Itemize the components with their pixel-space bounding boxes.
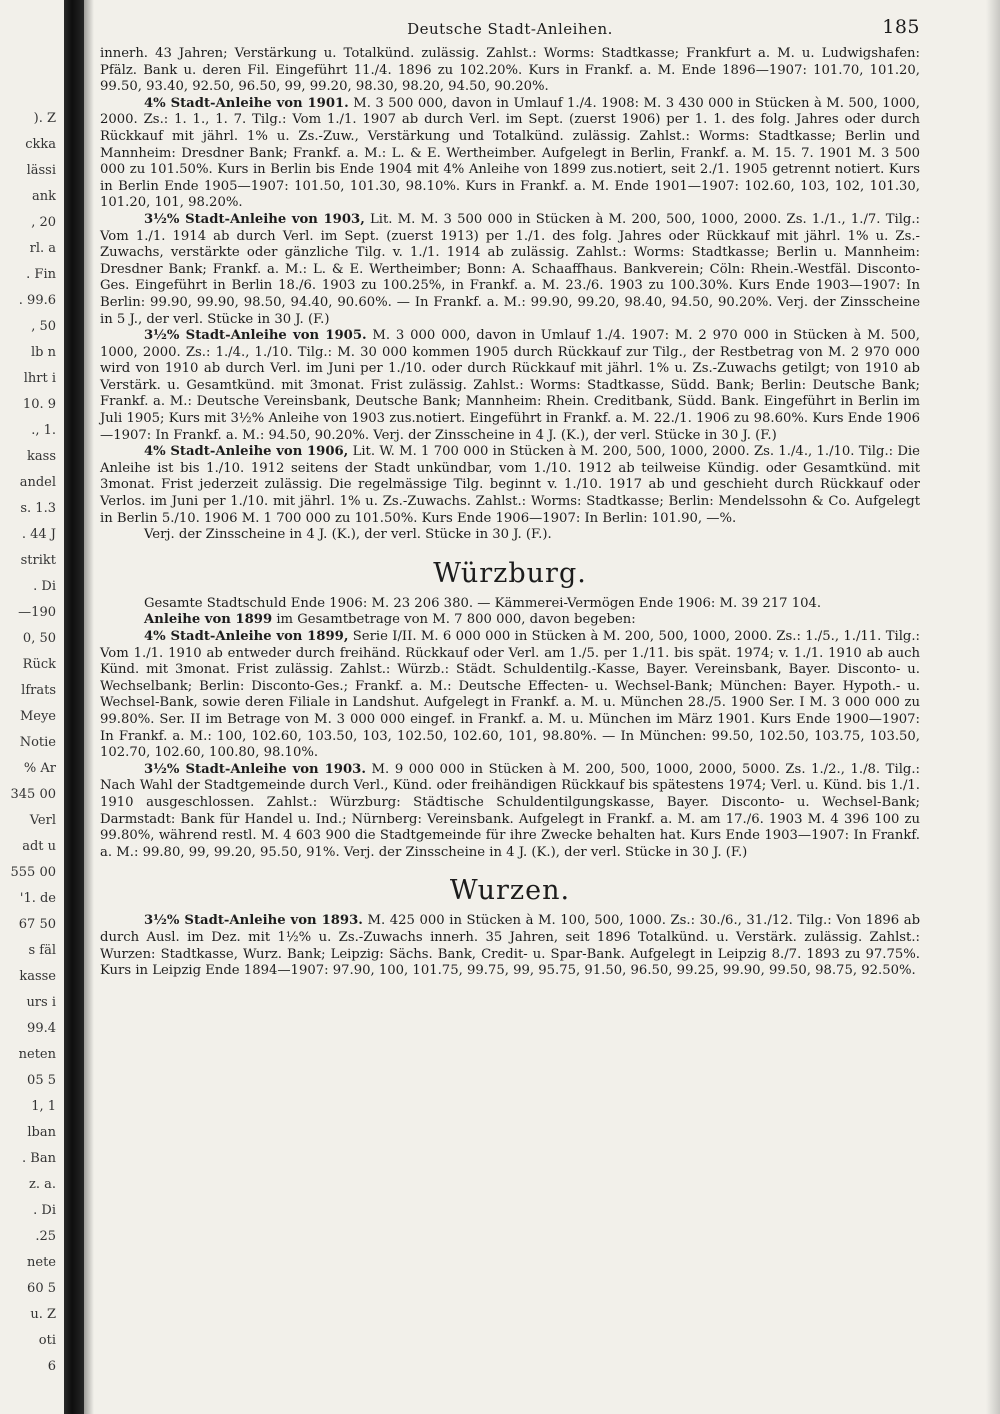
loan-entry — [100, 913, 920, 979]
facing-page-fragment: 1, 1 — [31, 1099, 56, 1114]
loan-text: Lit. M. M. 3 500 000 in Stücken à M. 200, 500, 1000, 2000. Zs. 1./1., 1./7. Tilg.: Vom 1./1. 1914 ab durch Verl. im Sept. (zuerst 1913) per 1./1. des folg. Jahres oder Rückkauf mit jährl. 1% u. Zs.-Zuwachs, verstärkte oder gänzliche Tilg. v. 1./1. 1914 ab zulässig. Zahlst.: Worms: Stadtkasse; Berlin u. Mannheim: Dresdner Bank; Frankf. a. M.: L. & E. Wertheimber; Bonn: A. Schaaffhaus. Bankverein; Cöln: Rhein.-Westfäl. Disconto-Ges. Eingeführt in Berlin 18./6. 1903 zu 100.25%, in Frankf. a. M. 23./6. 1903 zu 100.30%. Kurs Ende 1903—1907: In Berlin: 99.90, 99.90, 98.50, 94.40, 90.60%. — In Frankf. a. M.: 99.90, 99.20, 98.40, 94.50, 90.20%. Verj. der Zinsscheine in 5 J., der verl. Stücke in 30 J. (F.) — [100, 211, 921, 327]
loan-entry — [100, 629, 920, 762]
loan-title: Anleihe von 1899 — [144, 612, 273, 628]
loan-title: 4% Stadt-Anleihe von 1906, — [144, 444, 349, 460]
binding-shadow — [84, 0, 94, 1414]
loan-entry — [100, 444, 920, 527]
facing-page-fragment: lb n — [31, 345, 56, 360]
loan-text: M. 3 000 000, davon in Umlauf 1./4. 1907: M. 2 970 000 in Stücken à M. 500, 1000, 2000. Zs.: 1./4., 1./10. Tilg.: M. 30 000 kommen 1905 durch Rückkauf zur Tilg., der Restbetrag von M. 2 970 000 wird von 1910 ab durch Verl. im Juni per 1./10. oder durch Rückkauf mit jährl. 1% u. Zs.-Zuwachs getilgt; von 1910 ab Verstärk. u. Gesamtkünd. mit 3monat. Frist zulässig. Zahlst.: Worms: Stadtkasse, Südd. Bank; Berlin: Deutsche Bank; Frankf. a. M.: Deutsche Vereinsbank, Deutsche Bank; Mannheim: Rhein. Creditbank, Südd. Bank. Eingeführt in Berlin im Juli 1905; Kurs mit 3½% Anleihe von 1903 zus.notiert. Eingeführt in Frankf. a. M. 22./1. 1906 zu 98.60%. Kurs Ende 1906—1907: In Frankf. a. M.: 94.50, 90.20%. Verj. der Zinsscheine in 4 J. (K.), der verl. Stücke in 30 J. (F.) — [100, 328, 920, 443]
loan-title: 3½% Stadt-Anleihe von 1905. — [144, 328, 367, 344]
facing-page-fragment: 6 — [47, 1359, 56, 1374]
city-heading: Wurzen. — [449, 875, 571, 907]
facing-page-fragment: 60 5 — [27, 1281, 56, 1296]
facing-page-fragment: , 50 — [31, 319, 56, 334]
loan-text: M. 3 500 000, davon in Umlauf 1./4. 1908: M. 3 430 000 in Stücken à M. 500, 1000, 2000. Zs.: 1. 1., 1. 7. Tilg.: Vom 1./1. 1907 ab durch Verl. im Sept. (zuerst 1906) per 1. 1. des folg. Jahres oder durch Rückkauf mit jährl. 1% u. Zs.-Zuw., Verstärkung und Totalkünd. zulässig. Zahlst.: Worms: Stadtkasse; Berlin und Mannheim: Dresdner Bank; Frankf. a. M.: L. & E. Wertheimber. Aufgelegt in Berlin, Frankf. a. M. 15. 7. 1901 M. 3 500 000 zu 101.50%. Kurs in Berlin bis Ende 1904 mit 4% Anleihe von 1899 zus.notiert, seit 2./1. 1905 getrennt notiert. Kurs in Berlin Ende 1905—1907: 101.50, 101.30, 98.10%. Kurs in Frankf. a. M. Ende 1901—1907: 102.60, 103, 102, 101.30, 101.20, 101, 98.20%. — [100, 95, 920, 211]
loan-entry — [100, 762, 920, 862]
facing-page-fragment: 0, 50 — [22, 631, 56, 646]
loan-entry — [100, 328, 920, 444]
facing-page-fragment: . Di — [33, 1203, 56, 1218]
loan-entry — [100, 46, 920, 96]
page-number: 185 — [882, 16, 920, 38]
facing-page-fragment: . 99.6 — [18, 293, 56, 308]
facing-page-fragment: 99.4 — [27, 1021, 56, 1036]
facing-page-fragment: . Ban — [22, 1151, 56, 1166]
facing-page-fragment: oti — [38, 1333, 56, 1348]
facing-page-fragment: kasse — [19, 969, 56, 984]
loan-entry — [100, 612, 920, 629]
facing-page-fragment: ckka — [25, 137, 56, 152]
facing-page-fragment: neten — [18, 1047, 56, 1062]
facing-page-fragment: s fäl — [28, 943, 56, 958]
facing-page-fragment: —190 — [18, 605, 56, 620]
facing-page-fragment: 555 00 — [10, 865, 56, 880]
facing-page-fragment: 10. 9 — [22, 397, 56, 412]
loan-title: 3½% Stadt-Anleihe von 1893. — [144, 913, 363, 929]
facing-page-fragment: nete — [27, 1255, 56, 1270]
facing-page-fragment: u. Z — [30, 1307, 56, 1322]
loan-entry — [100, 212, 920, 328]
loan-text: Gesamte Stadtschuld Ende 1906: M. 23 206 380. — Kämmerei-Vermögen Ende 1906: M. 39 217 104. — [144, 595, 822, 611]
facing-page-fragment: ., 1. — [31, 423, 56, 438]
loan-text: Verj. der Zinsscheine in 4 J. (K.), der verl. Stücke in 30 J. (F.). — [144, 527, 552, 543]
running-head — [100, 16, 920, 46]
facing-page-fragment: . 44 J — [21, 527, 56, 542]
facing-page-fragment: Meye — [19, 709, 56, 724]
page-content — [100, 16, 920, 980]
loan-entry — [100, 96, 920, 212]
facing-page-fragments — [0, 0, 64, 1414]
facing-page-fragment: . Fin — [26, 267, 56, 282]
facing-page-fragment: 345 00 — [10, 787, 56, 802]
facing-page-fragment: lfrats — [21, 683, 56, 698]
city-heading: Würzburg. — [433, 557, 587, 589]
facing-page-fragment: , 20 — [31, 215, 56, 230]
facing-page-fragment: rl. a — [29, 241, 56, 256]
facing-page-fragment: urs i — [26, 995, 56, 1010]
facing-page-fragment: '1. de — [19, 891, 56, 906]
facing-page-fragment: 05 5 — [27, 1073, 56, 1088]
loan-text: Lit. W. M. 1 700 000 in Stücken à M. 200, 500, 1000, 2000. Zs. 1./4., 1./10. Tilg.: Die Anleihe ist bis 1./10. 1912 seitens der Stadt unkündbar, vom 1./10. 1912 ab teilweise Kündig. oder Gesamtkünd. mit 3monat. Frist jederzeit zulässig. Die regelmässige Tilg. beginnt v. 1./10. 1917 ab und geschieht durch Rückkauf oder Verlos. im Juni per 1./10. mit jährl. 1% u. Zs.-Zuwachs. Zahlst.: Worms: Stadtkasse; Berlin: Mendelssohn & Co. Aufgelegt in Berlin 5./10. 1906 M. 1 700 000 zu 101.50%. Kurs Ende 1906—1907: In Berlin: 101.90, —%. — [100, 444, 920, 526]
facing-page-fragment: strikt — [20, 553, 56, 568]
facing-page-fragment: andel — [19, 475, 56, 490]
facing-page-fragment: .25 — [35, 1229, 56, 1244]
loan-text: Serie I/II. M. 6 000 000 in Stücken à M. 200, 500, 1000, 2000. Zs.: 1./5., 1./11. Tilg.: Vom 1./1. 1910 ab entweder durch freihänd. Rückkauf oder Verl. am 1./5. per 1./11. bis spät. 1974; v. 1./1. 1910 ab auch Künd. mit 3monat. Frist zulässig. Zahlst.: Würzb.: Städt. Schuldentilg.-Kasse, Bayer. Vereinsbank, Bayer. Disconto- u. Wechselbank; Berlin: Disconto-Ges.; Frankf. a. M.: Deutsche Effecten- u. Wechsel-Bank; München: Bayer. Hypoth.- u. Wechsel-Bank, sowie deren Filiale in Landshut. Aufgelegt in Frankf. a. M. u. München 28./5. 1900 Ser. I M. 3 000 000 zu 99.80%. Ser. II im Betrage von M. 3 000 000 eingef. in Frankf. a. M. u. München im März 1901. Kurs Ende 1900—1907: In Frankf. a. M.: 100, 102.60, 103.50, 103, 102.50, 102.60, 101, 98.80%. — In München: 99.50, 102.50, 103.75, 103.50, 102.70, 102.60, 100.80, 98.10%. — [100, 629, 921, 761]
facing-page-fragment: 67 50 — [18, 917, 56, 932]
loan-title: 4% Stadt-Anleihe von 1899, — [144, 629, 349, 644]
loan-title: 4% Stadt-Anleihe von 1901. — [144, 95, 349, 111]
facing-page-fragment: s. 1.3 — [20, 501, 56, 516]
running-title: Deutsche Stadt-Anleihen. — [407, 20, 613, 38]
facing-page-fragment: ). Z — [33, 111, 56, 126]
loan-entry — [100, 527, 920, 544]
facing-page-fragment: Rück — [22, 657, 56, 672]
facing-page-fragment: % Ar — [23, 761, 56, 776]
facing-page-fragment: lässi — [26, 163, 56, 178]
loan-text: innerh. 43 Jahren; Verstärkung u. Totalkünd. zulässig. Zahlst.: Worms: Stadtkasse; Frankfurt a. M. u. Ludwigshafen: Pfälz. Bank u. deren Fil. Eingeführt 11./4. 1896 zu 102.20%. Kurs in Frankf. a. M. Ende 1896—1907: 101.70, 101.20, 99.50, 93.40, 92.50, 96.50, 99, 99.20, 98.30, 98.20, 94.50, 90.20%. — [100, 46, 920, 95]
book-binding — [64, 0, 84, 1414]
facing-page-fragment: Notie — [19, 735, 56, 750]
facing-page-fragment: kass — [27, 449, 56, 464]
loan-title: 3½% Stadt-Anleihe von 1903, — [144, 211, 365, 227]
page-edge-shadow — [986, 0, 1000, 1414]
facing-page-fragment: . Di — [33, 579, 56, 594]
loan-text: M. 9 000 000 in Stücken à M. 200, 500, 1000, 2000, 5000. Zs. 1./2., 1./8. Tilg.: Nach Wahl der Stadtgemeinde durch Verl., Künd. oder freihändigen Rückkauf bis spätestens 1974; Verl. u. Künd. bis 1./1. 1910 ausgeschlossen. Zahlst.: Würzburg: Städtische Schuldentilgungskasse, Bayer. Disconto- u. Wechsel-Bank; Darmstadt: Bank für Handel u. Ind.; Nürnberg: Vereinsbank. Aufgelegt in Frankf. a. M. am 17./6. 1903 M. 4 396 100 zu 99.80%, während restl. M. 4 603 900 die Stadtgemeinde für ihre Zwecke behalten hat. Kurs Ende 1903—1907: In Frankf. a. M.: 99.80, 99, 99.20, 95.50, 91%. Verj. der Zinsscheine in 4 J. (K.), der verl. Stücke in 30 J. (F.) — [100, 761, 920, 860]
facing-page-fragment: z. a. — [29, 1177, 56, 1192]
facing-page-fragment: lhrt i — [23, 371, 56, 386]
facing-page-fragment: lban — [27, 1125, 56, 1140]
loan-title: 3½% Stadt-Anleihe von 1903. — [144, 761, 366, 777]
loan-entry — [100, 596, 920, 613]
loan-text: im Gesamtbetrage von M. 7 800 000, davon begeben: — [272, 612, 636, 628]
facing-page-fragment: Verl — [29, 813, 56, 828]
facing-page-fragment: adt u — [22, 839, 56, 854]
body-text — [100, 46, 920, 980]
facing-page-fragment: ank — [31, 189, 56, 204]
loan-text: M. 425 000 in Stücken à M. 100, 500, 1000. Zs.: 30./6., 31./12. Tilg.: Von 1896 ab durch Ausl. im Dez. mit 1½% u. Zs.-Zuwachs innerh. 35 Jahren, seit 1896 Totalkünd. u. Verstärk. zulässig. Zahlst.: Wurzen: Stadtkasse, Wurz. Bank; Leipzig: Sächs. Bank, Credit- u. Spar-Bank. Aufgelegt in Leipzig 8./7. 1893 zu 97.75%. Kurs in Leipzig Ende 1894—1907: 97.90, 100, 101.75, 99.75, 99, 95.75, 91.50, 96.50, 99.25, 99.90, 99.50, 98.75, 92.50%. — [100, 913, 921, 979]
